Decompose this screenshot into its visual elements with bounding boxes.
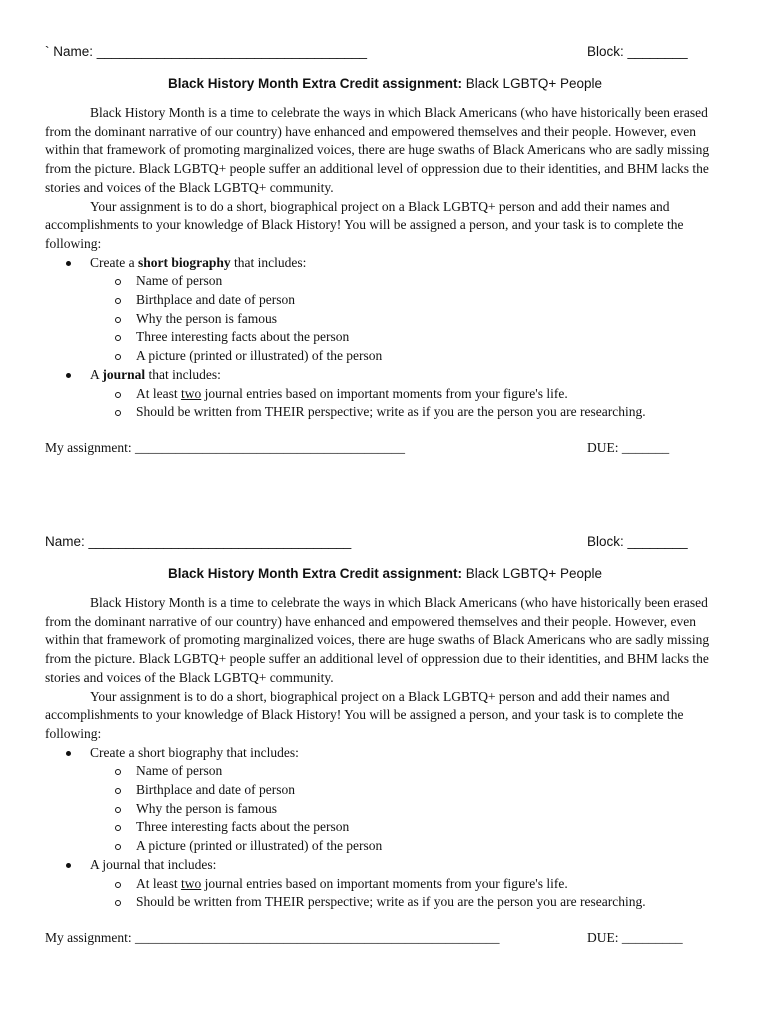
assignment-title bbox=[45, 564, 725, 584]
circle-bullet-icon bbox=[115, 788, 121, 794]
biography-keyword: short biography bbox=[137, 254, 231, 270]
bullet-icon bbox=[66, 373, 71, 378]
assignment-body bbox=[45, 594, 725, 912]
assignment-body bbox=[45, 104, 725, 422]
list-item: Why the person is famous bbox=[90, 800, 725, 819]
circle-bullet-icon bbox=[115, 844, 121, 850]
list-item: Should be written from THEIR perspective; write as if you are the person you are researching. bbox=[90, 893, 725, 912]
list-item: At least two journal entries based on important moments from your figure's life. bbox=[90, 875, 725, 894]
list-item: Name of person bbox=[90, 272, 725, 291]
header-row bbox=[45, 530, 725, 552]
journal-requirements bbox=[90, 875, 725, 912]
biography-keyword: short biography bbox=[137, 744, 224, 760]
task-biography: Create a short biography that includes: Name of person Birthplace and date of person Why the person is famous Three interesting facts about the person A picture (printed or illustrated) of the person bbox=[45, 744, 725, 856]
circle-bullet-icon bbox=[115, 298, 121, 304]
biography-requirements bbox=[90, 762, 725, 856]
bullet-icon bbox=[66, 261, 71, 266]
list-item: A picture (printed or illustrated) of the person bbox=[90, 347, 725, 366]
journal-keyword: journal bbox=[102, 856, 141, 872]
list-item: Birthplace and date of person bbox=[90, 781, 725, 800]
list-item: Name of person bbox=[90, 762, 725, 781]
list-item: Why the person is famous bbox=[90, 310, 725, 329]
assignment-field[interactable]: My assignment: ______________________________________________________ bbox=[45, 929, 500, 945]
block-field[interactable]: Block: ________ bbox=[587, 44, 688, 59]
intro-paragraph: Black History Month is a time to celebrate the ways in which Black Americans (who have historically been erased from the dominant narrative of our country) have enhanced and empowered themselves and their people. However, even within that framework of promoting marginalized voices, there are huge swaths of Black Americans who are sadly missing from the picture. Black LGBTQ+ people suffer an additional level of oppression due to their identities, and BHM lacks the stories and voices of the Black LGBTQ+ community. bbox=[45, 595, 710, 685]
circle-bullet-icon bbox=[115, 807, 121, 813]
list-item: Three interesting facts about the person bbox=[90, 328, 725, 347]
list-item: Should be written from THEIR perspective; write as if you are the person you are researching. bbox=[90, 403, 725, 422]
name-field[interactable]: ` Name: ____________________________________ bbox=[45, 44, 368, 59]
circle-bullet-icon bbox=[115, 335, 121, 341]
footer-row bbox=[45, 930, 725, 952]
title-bold: Black History Month Extra Credit assignment: bbox=[167, 566, 463, 581]
circle-bullet-icon bbox=[115, 900, 121, 906]
circle-bullet-icon bbox=[115, 354, 121, 360]
circle-bullet-icon bbox=[115, 825, 121, 831]
circle-bullet-icon bbox=[115, 317, 121, 323]
title-bold: Black History Month Extra Credit assignment: bbox=[167, 76, 463, 91]
circle-bullet-icon bbox=[115, 410, 121, 416]
worksheet-2 bbox=[45, 530, 725, 952]
intro-paragraph: Black History Month is a time to celebrate the ways in which Black Americans (who have historically been erased from the dominant narrative of our country) have enhanced and empowered themselves and their people. However, even within that framework of promoting marginalized voices, there are huge swaths of Black Americans who are sadly missing from the picture. Black LGBTQ+ people suffer an additional level of oppression due to their identities, and BHM lacks the stories and voices of the Black LGBTQ+ community. bbox=[45, 105, 710, 195]
task-list bbox=[45, 744, 725, 912]
task-journal: A journal that includes: At least two journal entries based on important moments from your figure's life. Should be written from THEIR perspective; write as if you are the person you are researching. bbox=[45, 366, 725, 422]
task-biography: Create a short biography that includes: Name of person Birthplace and date of person Why the person is famous Three interesting facts about the person A picture (printed or illustrated) of the person bbox=[45, 254, 725, 366]
bullet-icon bbox=[66, 863, 71, 868]
list-item: Birthplace and date of person bbox=[90, 291, 725, 310]
assignment-field[interactable]: My assignment: ________________________________________ bbox=[45, 439, 405, 455]
list-item: Three interesting facts about the person bbox=[90, 818, 725, 837]
journal-keyword: journal bbox=[102, 366, 146, 382]
due-field[interactable]: DUE: _______ bbox=[587, 439, 670, 455]
circle-bullet-icon bbox=[115, 769, 121, 775]
block-field[interactable]: Block: ________ bbox=[587, 534, 688, 549]
header-row bbox=[45, 40, 725, 62]
task-list bbox=[45, 254, 725, 422]
journal-requirements bbox=[90, 385, 725, 422]
bullet-icon bbox=[66, 751, 71, 756]
list-item: At least two journal entries based on important moments from your figure's life. bbox=[90, 385, 725, 404]
due-field[interactable]: DUE: _________ bbox=[587, 929, 683, 945]
circle-bullet-icon bbox=[115, 279, 121, 285]
instructions-paragraph: Your assignment is to do a short, biographical project on a Black LGBTQ+ person and add their names and accomplishments to your knowledge of Black History! You will be assigned a person, and your task is to complete the following: bbox=[45, 198, 684, 251]
instructions-paragraph: Your assignment is to do a short, biographical project on a Black LGBTQ+ person and add their names and accomplishments to your knowledge of Black History! You will be assigned a person, and your task is to complete the following: bbox=[45, 688, 684, 741]
footer-row bbox=[45, 440, 725, 462]
task-journal: A journal that includes: At least two journal entries based on important moments from your figure's life. Should be written from THEIR perspective; write as if you are the person you are researching. bbox=[45, 856, 725, 912]
title-rest: Black LGBTQ+ People bbox=[462, 566, 602, 581]
biography-requirements bbox=[90, 272, 725, 366]
worksheet-1 bbox=[45, 40, 725, 462]
title-rest: Black LGBTQ+ People bbox=[462, 76, 602, 91]
circle-bullet-icon bbox=[115, 882, 121, 888]
name-field[interactable]: Name: ___________________________________ bbox=[45, 534, 352, 549]
assignment-title bbox=[45, 74, 725, 94]
circle-bullet-icon bbox=[115, 392, 121, 398]
list-item: A picture (printed or illustrated) of the person bbox=[90, 837, 725, 856]
